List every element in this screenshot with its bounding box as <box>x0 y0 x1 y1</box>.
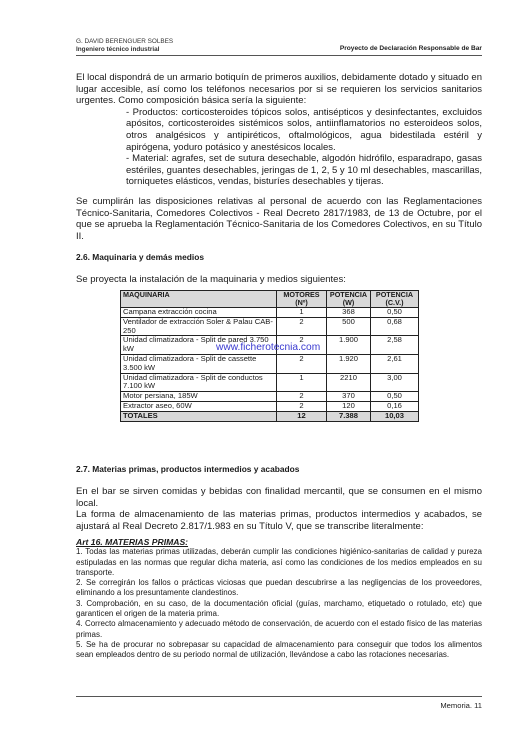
header-author: G. DAVID BERENGUER SOLBES <box>76 38 174 45</box>
watermark-text: www.ficherotecnia.com <box>216 342 321 353</box>
intro-paragraph: El local dispondrá de un armario botiquín de primeros auxilios, debidamente dotado y situado en lugar accesible, así como los teléfonos necesarios por si se requieren los servicios sanitarios urgentes. Como composición básica sería la siguiente: <box>76 72 482 107</box>
cell-motors: 2 <box>277 392 327 402</box>
col-header-potencia-cv: POTENCIA (C.V.) <box>371 291 419 308</box>
table-row <box>121 317 419 336</box>
cell-power-w: 368 <box>327 308 371 318</box>
cell-power-w: 120 <box>327 401 371 411</box>
cell-power-cv: 0,50 <box>371 308 419 318</box>
cell-power-w: 1.900 <box>327 336 371 355</box>
cell-power-w: 500 <box>327 317 371 336</box>
cell-power-w: 370 <box>327 392 371 402</box>
table-row <box>121 401 419 411</box>
table-row <box>121 354 419 373</box>
header-role: Ingeniero técnico industrial <box>76 46 160 53</box>
cell-power-cv: 0,16 <box>371 401 419 411</box>
col-header-maquinaria: MAQUINARIA <box>121 291 277 308</box>
col-header-potencia-w: POTENCIA (W) <box>327 291 371 308</box>
cell-machine: Extractor aseo, 60W <box>121 401 277 411</box>
cell-power-w: 1.920 <box>327 354 371 373</box>
cell-power-cv: 3,00 <box>371 373 419 392</box>
footer-rule <box>76 696 482 697</box>
header-author-block <box>76 38 173 54</box>
cell-total-power-w: 7.388 <box>327 411 371 421</box>
cell-total-label: TOTALES <box>121 411 277 421</box>
cell-power-cv: 2,61 <box>371 354 419 373</box>
cell-motors: 2 <box>277 317 327 336</box>
cell-motors: 1 <box>277 308 327 318</box>
table-row <box>121 308 419 318</box>
article-16-block <box>76 537 482 661</box>
intro-block <box>76 72 482 188</box>
table-total-row <box>121 411 419 421</box>
intro-item-products: - Productos: corticosteroides tópicos solos, antisépticos y desinfectantes, excluidos apósitos, corticosteroides sistémicos solos, antiinflamatorios no esteroideos solos, otros analgésicos y antipiréticos, oftalmológicos, agua bidestilada estéril y apirógena, yoduro potásico y anestésicos locales. <box>126 106 482 153</box>
section-2-7-title: 2.7. Materias primas, productos intermedios y acabados <box>76 464 300 474</box>
footer-page-number: Memoria. 11 <box>440 701 482 710</box>
cell-machine: Ventilador de extracción Soler & Palau CAB-250 <box>121 317 277 336</box>
cell-machine: Campana extracción cocina <box>121 308 277 318</box>
section-2-7-paragraph-1: En el bar se sirven comidas y bebidas con finalidad mercantil, que se consumen en el mismo local. <box>76 486 482 509</box>
cell-motors: 2 <box>277 401 327 411</box>
intro-item-material: - Material: agrafes, set de sutura desechable, algodón hidrófilo, esparadrapo, gasas estériles, guantes desechables, jeringas de 1, 2, 5 y 10 ml desechables, mascarillas, torniquetes elásticos, vendas, bisturíes desechables y tijeras. <box>126 153 482 188</box>
cell-machine: Unidad climatizadora - Split de conductos 7.100 kW <box>121 373 277 392</box>
article-item: 5. Se ha de procurar no sobrepasar su capacidad de almacenamiento para conseguir que todos los alimentos sean empleados dentro de su periodo normal de utilización, llevándose a cabo las rotaciones necesarias. <box>76 639 482 660</box>
table-row <box>121 373 419 392</box>
cell-motors: 1 <box>277 373 327 392</box>
cell-power-cv: 0,68 <box>371 317 419 336</box>
cell-total-motors: 12 <box>277 411 327 421</box>
cell-motors: 2 <box>277 354 327 373</box>
machinery-table <box>120 290 419 422</box>
cell-machine: Motor persiana, 185W <box>121 392 277 402</box>
header-project-title: Proyecto de Declaración Responsable de Bar <box>339 45 482 52</box>
cell-machine: Unidad climatizadora - Split de cassette 3.500 kW <box>121 354 277 373</box>
cell-power-cv: 0,50 <box>371 392 419 402</box>
table-header-row <box>121 291 419 308</box>
article-item: 2. Se corregirán los fallos o prácticas viciosas que puedan descubrirse a las negligencias de los proveedores, eliminando a los presuntamente clandestinos. <box>76 578 482 598</box>
article-item: 1. Todas las materias primas utilizadas, deberán cumplir las condiciones higiénico-sanitarias de calidad y pureza estipuladas en las normas que regular dicha materia, así como las condiciones de los medios empleados en su transporte. <box>76 547 482 577</box>
cell-power-cv: 2,58 <box>371 336 419 355</box>
table-row <box>121 392 419 402</box>
col-header-motores: MOTORES (Nº) <box>277 291 327 308</box>
section-2-7-paragraph-2: La forma de almacenamiento de las materias primas, productos intermedios y acabados, se ajustará al Real Decreto 2.817/1.983 en su Título V, que se transcribe literalmente: <box>76 509 482 532</box>
cell-power-w: 2210 <box>327 373 371 392</box>
cell-motors: 2 <box>277 336 327 355</box>
article-16-title: Art 16. MATERIAS PRIMAS: <box>76 537 189 547</box>
intro-paragraph-2: Se cumplirán las disposiciones relativas al personal de acuerdo con las Reglamentaciones Técnico-Sanitaria, Comedores Colectivos - Real Decreto 2817/1983, de 13 de Octubre, por el que se aprueba la Reglamentación Técnico-Sanitaria de los Comedores Colectivos, en su Título II. <box>76 196 482 242</box>
article-item: 4. Correcto almacenamiento y adecuado método de conservación, de acuerdo con el estado físico de las materias primas. <box>76 619 482 639</box>
section-2-6-intro: Se proyecta la instalación de la maquinaria y medios siguientes: <box>76 274 346 285</box>
header-rule <box>76 55 482 56</box>
article-item: 3. Comprobación, en su caso, de la documentación oficial (guías, marchamo, etiquetado o rotulado, etc) que garanticen el origen de la materia prima. <box>76 598 482 619</box>
section-2-6-title: 2.6. Maquinaria y demás medios <box>76 252 205 262</box>
cell-machine: Unidad climatizadora - Split de pared 3.750 kW <box>121 336 277 355</box>
cell-total-power-cv: 10,03 <box>371 411 419 421</box>
